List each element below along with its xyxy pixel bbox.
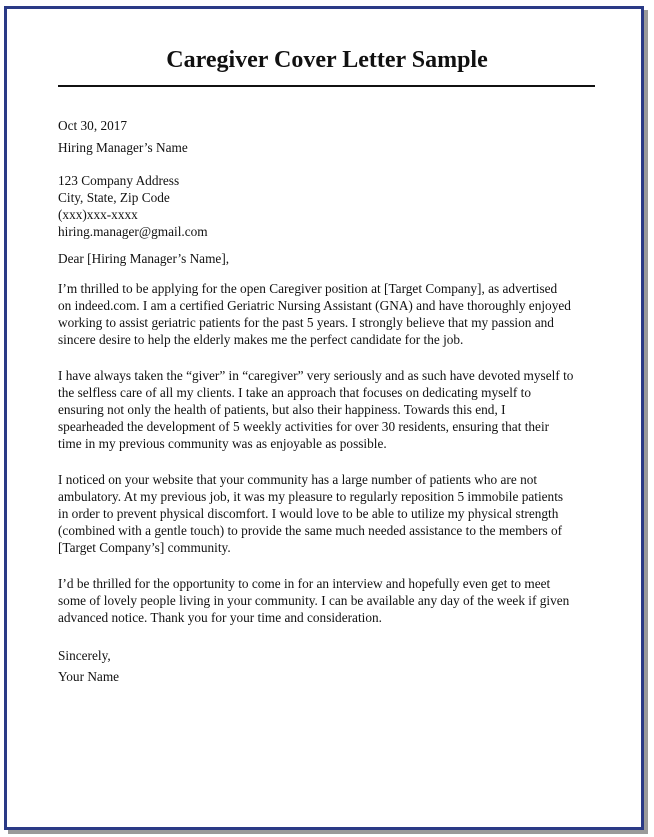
paragraph-line: on indeed.com. I am a certified Geriatric Nursing Assistant (GNA) and have thoroughly enjoyed [58,298,571,313]
paragraph-line: (combined with a gentle touch) to provide the same much needed assistance to the members of [58,523,563,538]
paragraph-line: in order to prevent physical discomfort. I would love to be able to utilize my physical strength [58,506,559,521]
paragraph-line: I’m thrilled to be applying for the open Caregiver position at [Target Company], as advertised [58,281,558,296]
page-title: Caregiver Cover Letter Sample [166,47,488,73]
paragraph-line: I noticed on your website that your community has a large number of patients who are not [58,472,538,487]
paragraph-line: working to assist geriatric patients for the past 5 years. I strongly believe that my passion and [58,315,554,330]
paragraph-3 [58,471,598,556]
paragraph-line: time in my previous community was as enjoyable as possible. [58,436,387,451]
paragraph-line: sincere desire to help the elderly makes me the perfect candidate for the job. [58,332,464,347]
paragraph-2 [58,367,598,452]
title-underline [58,85,595,87]
paragraph-line: I have always taken the “giver” in “caregiver” very seriously and as such have devoted myself to [58,368,574,383]
closing: Sincerely, [58,648,111,663]
signature-name: Your Name [58,669,120,684]
paragraph-line: some of lovely people living in your community. I can be available any day of the week if given [58,593,570,608]
paragraph-4 [58,575,598,626]
paragraph-line: [Target Company’s] community. [58,540,231,555]
paragraph-line: I’d be thrilled for the opportunity to come in for an interview and hopefully even get to meet [58,576,551,591]
paragraph-line: spearheaded the development of 5 weekly activities for over 30 residents, ensuring that their [58,419,550,434]
address-phone: (xxx)xxx-xxxx [58,207,138,222]
salutation: Dear [Hiring Manager’s Name], [58,251,230,266]
paragraph-line: ambulatory. At my previous job, it was my pleasure to regularly reposition 5 immobile patients [58,489,564,504]
paragraph-1 [58,280,598,348]
address-email: hiring.manager@gmail.com [58,224,208,239]
recipient-name: Hiring Manager’s Name [58,140,188,155]
letter-body [58,117,598,685]
paragraph-line: advanced notice. Thank you for your time and consideration. [58,610,382,625]
address-city-state-zip: City, State, Zip Code [58,190,170,205]
letter-date: Oct 30, 2017 [58,118,128,133]
paragraph-line: ensuring not only the health of patients, but also their happiness. Towards this end, I [58,402,506,417]
address-street: 123 Company Address [58,173,180,188]
paragraph-line: the selfless care of all my clients. I take an approach that focuses on dedicating myself to [58,385,531,400]
